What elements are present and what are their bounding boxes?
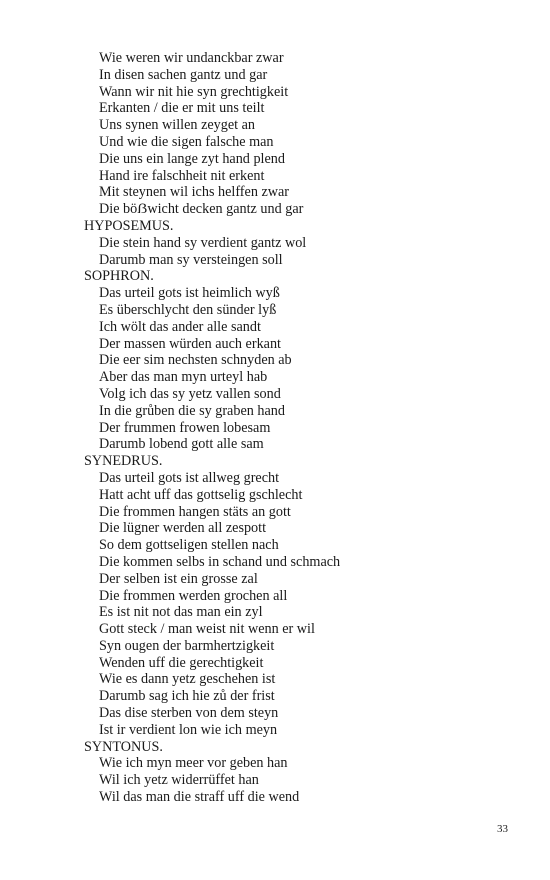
verse-line: Es überschlycht den sünder lyß (99, 301, 277, 318)
verse-line: Es ist nit not das man ein zyl (99, 604, 263, 621)
speaker-name: HYPOSEMUS. (84, 217, 174, 234)
verse-line: Volg ich das sy yetz vallen sond (99, 385, 281, 402)
verse-line: Die frommen werden grochen all (99, 587, 288, 604)
verse-line: Die stein hand sy verdient gantz wol (99, 234, 307, 251)
verse-line: Wenden uff die gerechtigkeit (99, 654, 264, 671)
verse-line: Die frommen hangen stäts an gott (99, 503, 291, 520)
verse-line: Das dise sterben von dem steyn (99, 705, 279, 722)
verse-line: Wann wir nit hie syn grechtigkeit (99, 83, 289, 100)
verse-line: In die grůben die sy graben hand (99, 402, 285, 419)
verse-line: Wie weren wir undanckbar zwar (99, 50, 284, 66)
verse-line: Mit steynen wil ichs helffen zwar (99, 184, 290, 201)
verse-line: Der frummen frowen lobesam (99, 419, 271, 436)
page-number: 33 (497, 823, 508, 835)
speaker-name: SOPHRON. (84, 268, 154, 285)
verse-line: Wil ich yetz widerrüffet han (99, 772, 259, 789)
verse-line: So dem gottseligen stellen nach (99, 537, 279, 554)
verse-line: Darumb sag ich hie zů der frist (99, 688, 275, 705)
verse-line: Syn ougen der barmhertzigkeit (99, 637, 275, 654)
speaker-name: SYNTONUS. (84, 738, 163, 755)
verse-line: Die uns ein lange zyt hand plend (99, 150, 285, 167)
verse-line: Die lügner werden all zespott (99, 520, 267, 537)
verse-line: Ist ir verdient lon wie ich meyn (99, 721, 278, 738)
verse-line: Wie ich myn meer vor geben han (99, 755, 288, 772)
speaker-name: SYNEDRUS. (84, 453, 163, 470)
verse-line: Erkanten / die er mit uns teilt (99, 100, 265, 117)
verse-line: Der massen würden auch erkant (99, 335, 281, 352)
verse-line: Ich wölt das ander alle sandt (99, 318, 261, 335)
verse-line: Hatt acht uff das gottselig gschlecht (99, 486, 303, 503)
verse-line: Wie es dann yetz geschehen ist (99, 671, 276, 688)
verse-line: Das urteil gots ist allweg grecht (99, 469, 280, 486)
play-text (84, 50, 524, 806)
verse-line: Die kommen selbs in schand und schmach (99, 553, 341, 570)
verse-line: In disen sachen gantz und gar (99, 66, 268, 83)
verse-line: Aber das man myn urteyl hab (99, 369, 268, 386)
verse-line: Das urteil gots ist heimlich wyß (99, 285, 280, 302)
verse-line: Wil das man die straff uff die wend (99, 789, 300, 806)
verse-line: Darumb man sy versteingen soll (99, 251, 283, 268)
verse-line: Gott steck / man weist nit wenn er wil (99, 621, 315, 638)
verse-line: Die eer sim nechsten schnyden ab (99, 352, 292, 369)
verse-line: Der selben ist ein grosse zal (99, 570, 258, 587)
verse-line: Die böẞwicht decken gantz und gar (99, 201, 304, 218)
verse-line: Und wie die sigen falsche man (99, 133, 274, 150)
verse-line: Uns synen willen zeyget an (99, 117, 256, 134)
verse-line: Darumb lobend gott alle sam (99, 436, 264, 453)
verse-line: Hand ire falschheit nit erkent (99, 167, 265, 184)
